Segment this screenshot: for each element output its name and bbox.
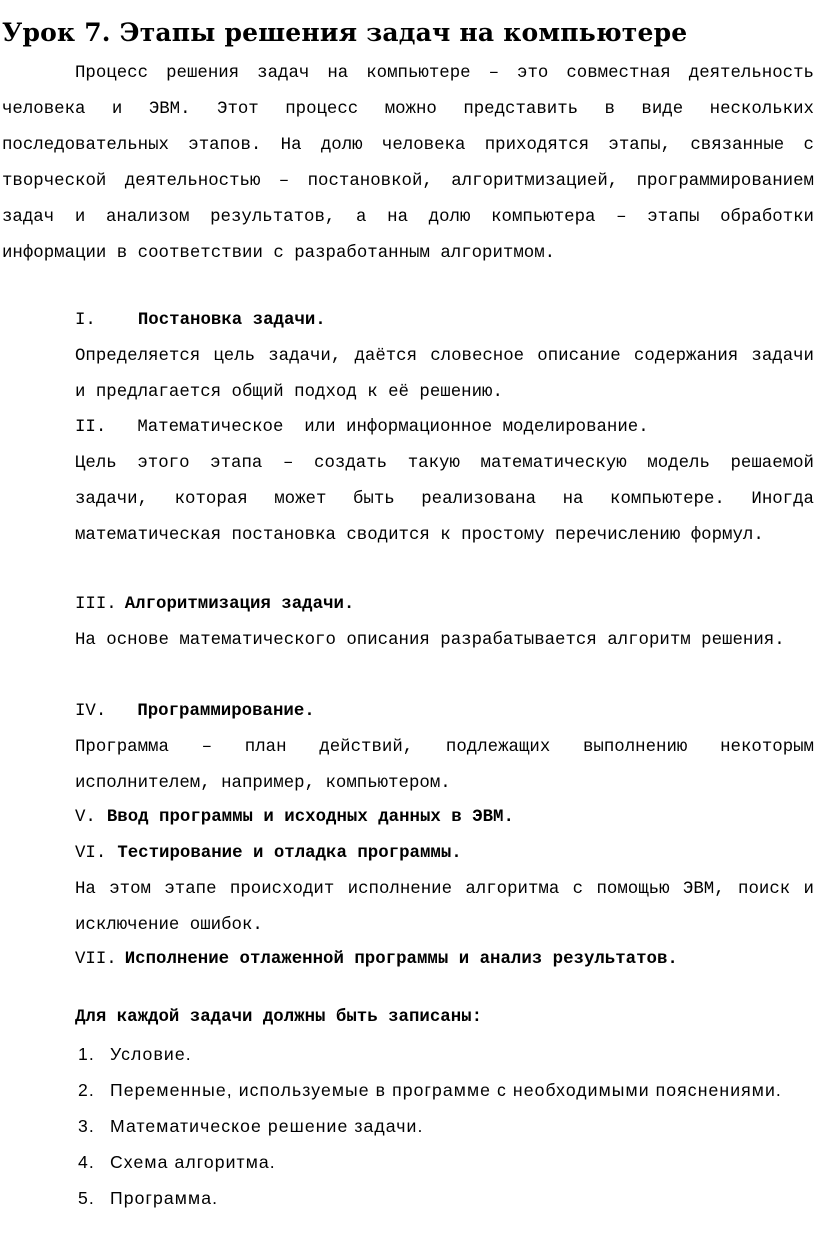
page-title: Урок 7. Этапы решения задач на компьютере — [2, 18, 688, 47]
stage-heading — [75, 800, 814, 836]
list-item-number: 2. — [78, 1080, 95, 1100]
stage-7 — [75, 942, 814, 978]
stage-4 — [75, 694, 814, 802]
stage-heading — [75, 694, 814, 730]
stage-description: На этом этапе происходит исполнение алгоритма с помощью ЭВМ, поиск и исключение ошибок. — [75, 880, 814, 935]
stage-number: I. — [75, 311, 96, 330]
list-item-number: 1. — [78, 1044, 95, 1064]
stage-title: Тестирование и отладка программы. — [117, 844, 462, 863]
list-item-number: 5. — [78, 1188, 95, 1208]
stage-title: Постановка задачи. — [137, 311, 326, 330]
stage-number: III. — [75, 595, 117, 614]
stage-1 — [75, 303, 814, 411]
stage-title: Ввод программы и исходных данных в ЭВМ. — [106, 808, 514, 827]
stage-heading — [75, 587, 814, 623]
stage-number: V. — [75, 808, 96, 827]
stage-title: Программирование. — [137, 702, 315, 721]
list-item-text: Математическое решение задачи. — [110, 1116, 424, 1136]
stage-title: Алгоритмизация задачи. — [124, 595, 355, 614]
stage-number: VI. — [75, 844, 107, 863]
stage-description: Определяется цель задачи, даётся словесное описание содержания задачи и предлагается общий подход к её решению. — [75, 347, 814, 402]
list-item — [78, 1036, 814, 1072]
stage-description: Цель этого этапа – создать такую математическую модель решаемой задачи, которая может быть реализована на компьютере. Иногда математическая постановка сводится к простому перечислению формул. — [75, 454, 814, 545]
stage-6 — [75, 836, 814, 944]
requirements-list — [78, 1036, 814, 1216]
stage-heading — [75, 410, 814, 446]
requirements-heading: Для каждой задачи должны быть записаны: — [75, 1008, 483, 1027]
list-item-text: Схема алгоритма. — [110, 1152, 276, 1172]
stage-heading — [75, 303, 814, 339]
intro-paragraph: Процесс решения задач на компьютере – это совместная деятельность человека и ЭВМ. Этот процесс можно представить в виде нескольких последовательных этапов. На долю человека приходятся этапы, связанные с творческой деятельностью – постановкой, алгоритмизацией, программированием задач и анализом результатов, а на долю компьютера – этапы обработки информации в соответствии с разработанным алгоритмом. — [2, 64, 814, 263]
stage-number: IV. — [75, 702, 107, 721]
list-item-text: Переменные, используемые в программе с необходимыми пояснениями. — [110, 1080, 782, 1100]
stage-3 — [75, 587, 814, 659]
list-item-text: Условие. — [110, 1044, 192, 1064]
list-item-number: 4. — [78, 1152, 95, 1172]
stage-title: Исполнение отлаженной программы и анализ результатов. — [124, 950, 678, 969]
list-item — [78, 1108, 814, 1144]
list-item — [78, 1144, 814, 1180]
stage-title: Математическое или информационное моделирование. — [137, 418, 649, 437]
stage-number: VII. — [75, 950, 117, 969]
stage-number: II. — [75, 418, 107, 437]
list-item — [78, 1180, 814, 1216]
list-item-text: Программа. — [110, 1188, 219, 1208]
stage-2 — [75, 410, 814, 554]
stage-heading — [75, 942, 814, 978]
stage-description: Программа – план действий, подлежащих выполнению некоторым исполнителем, например, компьютером. — [75, 738, 814, 793]
list-item — [78, 1072, 814, 1108]
stage-5 — [75, 800, 814, 836]
stage-description: На основе математического описания разрабатывается алгоритм решения. — [75, 631, 785, 650]
stage-heading — [75, 836, 814, 872]
list-item-number: 3. — [78, 1116, 95, 1136]
